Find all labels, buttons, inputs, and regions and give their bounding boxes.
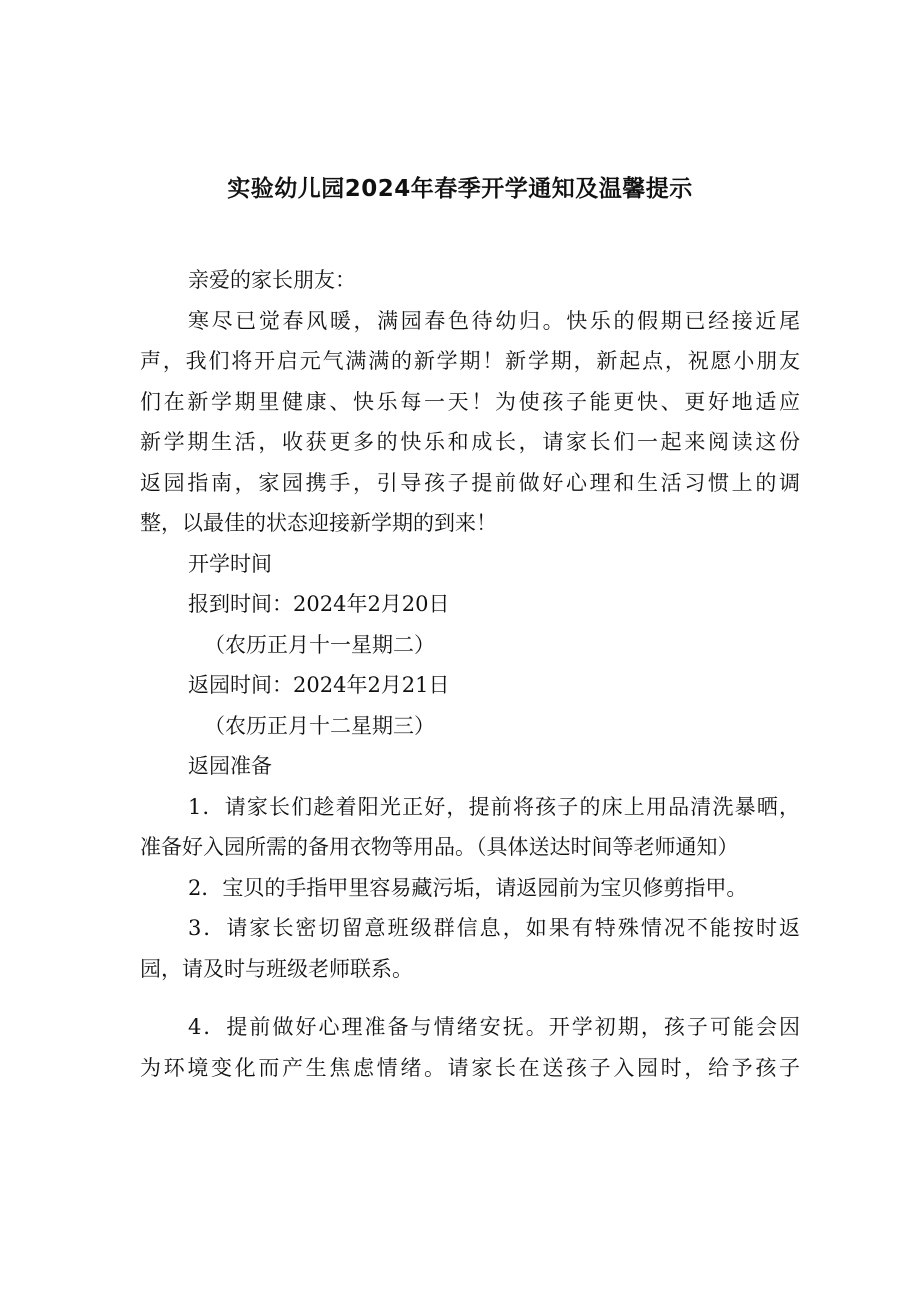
preparation-item-4: 4．提前做好心理准备与情绪安抚。开学初期，孩子可能会因 bbox=[188, 1015, 800, 1039]
preparation-item-3: 3．请家长密切留意班级群信息，如果有特殊情况不能按时返 bbox=[188, 916, 800, 940]
intro-line: 整，以最佳的状态迎接新学期的到来！ bbox=[140, 511, 497, 535]
intro-line: 们在新学期里健康、快乐每一天！为使孩子能更快、更好地适应 bbox=[140, 389, 800, 414]
report-lunar-date: （农历正月十一星期二） bbox=[204, 632, 435, 657]
intro-line: 寒尽已觉春风暖，满园春色待幼归。快乐的假期已经接近尾 bbox=[188, 308, 800, 333]
intro-line: 新学期生活，收获更多的快乐和成长，请家长们一起来阅读这份 bbox=[140, 430, 800, 454]
report-time: 报到时间：2024年2月20日 bbox=[188, 592, 450, 616]
paragraph-gap bbox=[140, 989, 800, 1007]
return-time: 返园时间：2024年2月21日 bbox=[188, 673, 450, 697]
preparation-item-2: 2．宝贝的手指甲里容易藏污垢，请返园前为宝贝修剪指甲。 bbox=[188, 875, 748, 900]
preparation-item-1: 1．请家长们趁着阳光正好，提前将孩子的床上用品清洗暴晒， bbox=[188, 794, 800, 819]
preparation-heading: 返园准备 bbox=[188, 754, 272, 778]
document-body bbox=[140, 260, 800, 1088]
schedule-heading: 开学时间 bbox=[188, 551, 272, 576]
intro-line: 返园指南，家园携手，引导孩子提前做好心理和生活习惯上的调 bbox=[140, 470, 800, 495]
salutation: 亲爱的家长朋友： bbox=[188, 268, 356, 292]
preparation-item-1: 准备好入园所需的备用衣物等用品。（具体送达时间等老师通知） bbox=[140, 835, 739, 859]
intro-line: 声，我们将开启元气满满的新学期！新学期，新起点，祝愿小朋友 bbox=[140, 349, 800, 373]
preparation-item-4: 为环境变化而产生焦虑情绪。请家长在送孩子入园时，给予孩子 bbox=[140, 1055, 800, 1080]
return-lunar-date: （农历正月十二星期三） bbox=[204, 713, 435, 738]
document-title: 实验幼儿园2024年春季开学通知及温馨提示 bbox=[227, 176, 693, 202]
preparation-item-3: 园，请及时与班级老师联系。 bbox=[140, 956, 413, 981]
